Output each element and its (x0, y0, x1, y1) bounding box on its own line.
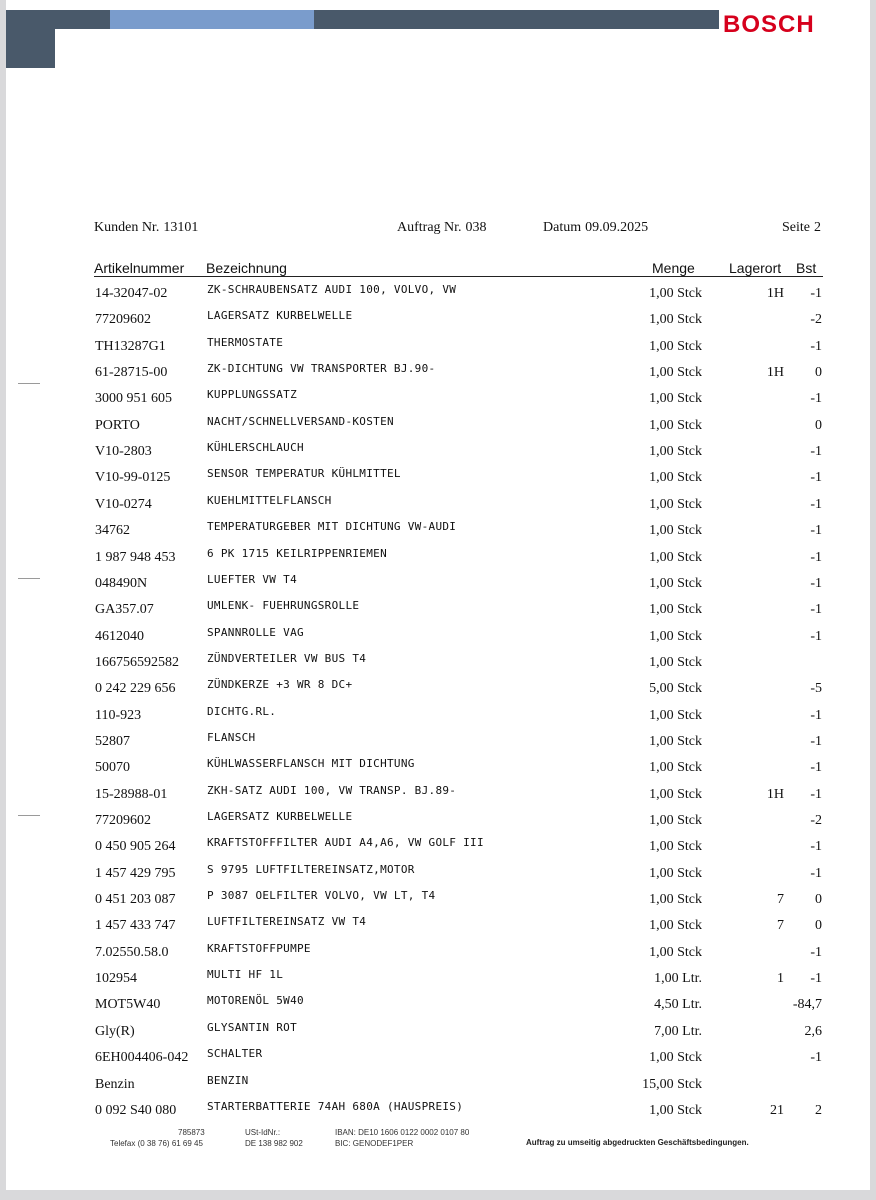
article-number-cell: 61-28715-00 (95, 365, 168, 381)
description-cell: TEMPERATURGEBER MIT DICHTUNG VW-AUDI (207, 520, 457, 534)
stock-cell: 0 (815, 417, 822, 433)
article-number-cell: 6EH004406-042 (95, 1050, 189, 1066)
page-number (782, 220, 821, 236)
stock-cell: -1 (810, 971, 822, 987)
table-row (0, 494, 876, 520)
quantity-cell: 1,00 Stck (649, 733, 702, 749)
description-cell: P 3087 OELFILTER VOLVO, VW LT, T4 (207, 889, 436, 903)
location-cell: 1 (777, 971, 784, 987)
description-cell: LAGERSATZ KURBELWELLE (207, 810, 353, 823)
article-number-cell: 1 457 429 795 (95, 865, 176, 881)
table-row (0, 283, 876, 309)
stock-cell: -1 (810, 549, 822, 565)
footer-fax: Telefax (0 38 76) 61 69 45 (110, 1139, 203, 1148)
letterhead-accent (110, 10, 314, 30)
bosch-logo (719, 0, 822, 36)
quantity-cell: 1,00 Stck (649, 523, 702, 539)
article-number-cell: 048490N (95, 575, 148, 591)
stock-cell: -1 (810, 496, 822, 512)
quantity-cell: 1,00 Stck (649, 892, 702, 908)
quantity-cell: 1,00 Stck (649, 707, 702, 723)
article-number-cell: 52807 (95, 733, 130, 749)
table-row (0, 309, 876, 335)
article-number-cell: Gly(R) (95, 1023, 135, 1039)
quantity-cell: 1,00 Stck (649, 654, 702, 670)
stock-cell: -1 (810, 602, 822, 618)
column-header-location: Lagerort (729, 260, 782, 276)
location-cell: 1H (766, 365, 784, 381)
article-number-cell: 50070 (95, 760, 130, 776)
description-cell: SCHALTER (207, 1047, 263, 1061)
article-number-cell: 1 987 948 453 (95, 549, 176, 565)
description-cell: KÜHLWASSERFLANSCH MIT DICHTUNG (207, 757, 415, 771)
description-cell: MOTORENÖL 5W40 (207, 994, 304, 1008)
stock-cell: -1 (810, 944, 822, 960)
description-cell: S 9795 LUFTFILTEREINSATZ,MOTOR (207, 862, 415, 876)
stock-cell: -1 (810, 760, 822, 776)
column-header-stock: Bst (796, 260, 817, 276)
header-rule (94, 276, 823, 277)
quantity-cell: 1,00 Stck (649, 549, 702, 565)
article-number-cell: 7.02550.58.0 (95, 944, 169, 960)
table-row (0, 784, 876, 810)
order-date (543, 220, 648, 236)
quantity-cell: 15,00 Stck (642, 1076, 702, 1092)
description-cell: KUPPLUNGSSATZ (207, 388, 297, 402)
table-row (0, 731, 876, 757)
article-number-cell: 14-32047-02 (95, 286, 168, 301)
description-cell: LUEFTER VW T4 (207, 572, 297, 586)
description-cell: ZÜNDVERTEILER VW BUS T4 (207, 651, 367, 665)
quantity-cell: 1,00 Stck (649, 417, 702, 433)
quantity-cell: 1,00 Stck (649, 1050, 702, 1066)
description-cell: STARTERBATTERIE 74AH 680A (HAUSPREIS) (207, 1099, 464, 1113)
table-row (0, 810, 876, 836)
stock-cell: -1 (810, 707, 822, 723)
footer-vat-number: DE 138 982 902 (245, 1139, 303, 1148)
column-header-quantity: Menge (652, 260, 695, 276)
description-cell: KRAFTSTOFFPUMPE (207, 941, 311, 955)
quantity-cell: 1,00 Stck (649, 602, 702, 618)
table-row (0, 968, 876, 994)
table-row (0, 1074, 876, 1100)
table-row (0, 836, 876, 862)
column-header-description: Bezeichnung (206, 260, 287, 276)
footer-iban: IBAN: DE10 1606 0122 0002 0107 80 (335, 1128, 470, 1137)
article-number-cell: 77209602 (95, 813, 151, 828)
stock-cell: 2 (815, 1102, 822, 1118)
article-number-cell: 0 242 229 656 (95, 681, 176, 697)
article-number-cell: V10-2803 (95, 444, 152, 460)
stock-cell: -1 (810, 575, 822, 591)
table-row (0, 1047, 876, 1073)
quantity-cell: 1,00 Stck (649, 365, 702, 381)
table-row (0, 441, 876, 467)
location-cell: 7 (777, 892, 784, 908)
quantity-cell: 1,00 Stck (649, 944, 702, 960)
order-date-label: Datum (543, 220, 582, 235)
footer-bic: BIC: GENODEF1PER (335, 1139, 414, 1148)
order-number-value: 038 (465, 220, 487, 235)
quantity-cell: 1,00 Stck (649, 312, 702, 328)
description-cell: ZÜNDKERZE +3 WR 8 DC+ (207, 678, 353, 692)
article-number-cell: TH13287G1 (95, 338, 166, 354)
table-row (0, 388, 876, 414)
article-number-cell: 166756592582 (95, 654, 179, 670)
article-number-cell: 0 451 203 087 (95, 892, 176, 908)
footer-phone-partial: 785873 (178, 1128, 205, 1137)
article-number-cell: GA357.07 (95, 602, 154, 618)
description-cell: LAGERSATZ KURBELWELLE (207, 309, 353, 323)
page-number-label: Seite (782, 220, 810, 235)
description-cell: 6 PK 1715 KEILRIPPENRIEMEN (207, 546, 387, 560)
stock-cell: -2 (810, 813, 822, 828)
stock-cell: -1 (810, 1050, 822, 1066)
description-cell: LUFTFILTEREINSATZ VW T4 (207, 915, 367, 929)
description-cell: BENZIN (207, 1073, 249, 1087)
description-cell: KUEHLMITTELFLANSCH (207, 493, 332, 507)
article-number-cell: Benzin (95, 1076, 135, 1092)
stock-cell: -1 (810, 786, 822, 802)
article-number-cell: V10-99-0125 (95, 470, 171, 486)
quantity-cell: 1,00 Stck (649, 786, 702, 802)
stock-cell: -1 (810, 865, 822, 881)
table-row (0, 994, 876, 1020)
location-cell: 1H (766, 286, 784, 301)
quantity-cell: 7,00 Ltr. (654, 1023, 702, 1039)
column-header-article: Artikelnummer (94, 260, 185, 276)
description-cell: ZK-SCHRAUBENSATZ AUDI 100, VOLVO, VW (207, 283, 457, 296)
quantity-cell: 1,00 Stck (649, 391, 702, 407)
table-row (0, 757, 876, 783)
description-cell: UMLENK- FUEHRUNGSROLLE (207, 599, 360, 613)
stock-cell: -1 (810, 523, 822, 539)
table-row (0, 599, 876, 625)
quantity-cell: 1,00 Stck (649, 286, 702, 301)
article-number-cell: V10-0274 (95, 496, 152, 512)
article-number-cell: PORTO (95, 417, 140, 433)
table-row (0, 915, 876, 941)
stock-cell: -1 (810, 733, 822, 749)
table-row (0, 520, 876, 546)
footer-terms: Auftrag zu umseitig abgedruckten Geschäftsbedingungen. (526, 1138, 749, 1147)
description-cell: DICHTG.RL. (207, 704, 277, 718)
description-cell: FLANSCH (207, 730, 256, 744)
table-row (0, 547, 876, 573)
quantity-cell: 1,00 Stck (649, 839, 702, 855)
quantity-cell: 1,00 Stck (649, 760, 702, 776)
table-row (0, 415, 876, 441)
customer-number-value: 13101 (163, 220, 199, 235)
table-row (0, 678, 876, 704)
page-number-value: 2 (814, 220, 821, 235)
stock-cell: 2,6 (804, 1023, 822, 1039)
order-number-label: Auftrag Nr. (397, 220, 462, 235)
article-number-cell: 4612040 (95, 628, 144, 644)
stock-cell: -1 (810, 839, 822, 855)
stock-cell: -1 (810, 391, 822, 407)
description-cell: KRAFTSTOFFFILTER AUDI A4,A6, VW GOLF III (207, 836, 484, 850)
quantity-cell: 5,00 Stck (649, 681, 702, 697)
location-cell: 1H (766, 786, 784, 802)
article-number-cell: 110-923 (95, 707, 142, 723)
stock-cell: -1 (810, 444, 822, 460)
stock-cell: 0 (815, 365, 822, 381)
article-number-cell: 34762 (95, 523, 130, 539)
quantity-cell: 1,00 Stck (649, 628, 702, 644)
description-cell: GLYSANTIN ROT (207, 1020, 297, 1034)
stock-cell: 0 (815, 918, 822, 934)
description-cell: ZK-DICHTUNG VW TRANSPORTER BJ.90- (207, 362, 436, 376)
stock-cell: -84,7 (792, 997, 822, 1013)
description-cell: MULTI HF 1L (207, 968, 284, 982)
table-row (0, 863, 876, 889)
stock-cell: -1 (810, 338, 822, 354)
quantity-cell: 1,00 Stck (649, 496, 702, 512)
footer (0, 1118, 876, 1158)
quantity-cell: 1,00 Ltr. (654, 971, 702, 987)
table-row (0, 467, 876, 493)
stock-cell: -5 (810, 681, 822, 697)
table-row (0, 626, 876, 652)
description-cell: NACHT/SCHNELLVERSAND-KOSTEN (207, 414, 394, 428)
article-number-cell: 3000 951 605 (95, 391, 172, 407)
description-cell: KÜHLERSCHLAUCH (207, 441, 304, 455)
description-cell: SPANNROLLE VAG (207, 625, 304, 639)
footer-vat-label: USt-IdNr.: (245, 1128, 281, 1137)
table-row (0, 1021, 876, 1047)
table-row (0, 705, 876, 731)
quantity-cell: 1,00 Stck (649, 813, 702, 828)
table-row (0, 362, 876, 388)
article-number-cell: MOT5W40 (95, 997, 161, 1013)
article-number-cell: 1 457 433 747 (95, 918, 176, 934)
table-row (0, 942, 876, 968)
description-cell: SENSOR TEMPERATUR KÜHLMITTEL (207, 467, 401, 481)
article-number-cell: 0 092 S40 080 (95, 1102, 177, 1118)
order-date-value: 09.09.2025 (585, 220, 649, 235)
table-row (0, 889, 876, 915)
location-cell: 21 (770, 1102, 784, 1118)
article-number-cell: 0 450 905 264 (95, 839, 176, 855)
table-row (0, 573, 876, 599)
quantity-cell: 1,00 Stck (649, 1102, 702, 1118)
article-number-cell: 77209602 (95, 312, 151, 328)
stock-cell: -2 (810, 312, 822, 328)
description-cell: THERMOSTATE (207, 335, 284, 349)
quantity-cell: 1,00 Stck (649, 865, 702, 881)
order-number (397, 220, 487, 236)
stock-cell: 0 (815, 892, 822, 908)
stock-cell: -1 (810, 628, 822, 644)
quantity-cell: 4,50 Ltr. (654, 997, 702, 1013)
location-cell: 7 (777, 918, 784, 934)
article-number-cell: 15-28988-01 (95, 786, 168, 802)
quantity-cell: 1,00 Stck (649, 444, 702, 460)
table-row (0, 652, 876, 678)
quantity-cell: 1,00 Stck (649, 575, 702, 591)
quantity-cell: 1,00 Stck (649, 470, 702, 486)
quantity-cell: 1,00 Stck (649, 338, 702, 354)
quantity-cell: 1,00 Stck (649, 918, 702, 934)
logo-text: BOSCH (723, 11, 815, 36)
table-row (0, 336, 876, 362)
customer-number-label: Kunden Nr. (94, 220, 160, 235)
stock-cell: -1 (810, 470, 822, 486)
customer-number (94, 220, 198, 236)
description-cell: ZKH-SATZ AUDI 100, VW TRANSP. BJ.89- (207, 783, 457, 797)
article-number-cell: 102954 (95, 971, 137, 987)
stock-cell: -1 (810, 286, 822, 301)
letterhead-white-area (55, 29, 823, 109)
